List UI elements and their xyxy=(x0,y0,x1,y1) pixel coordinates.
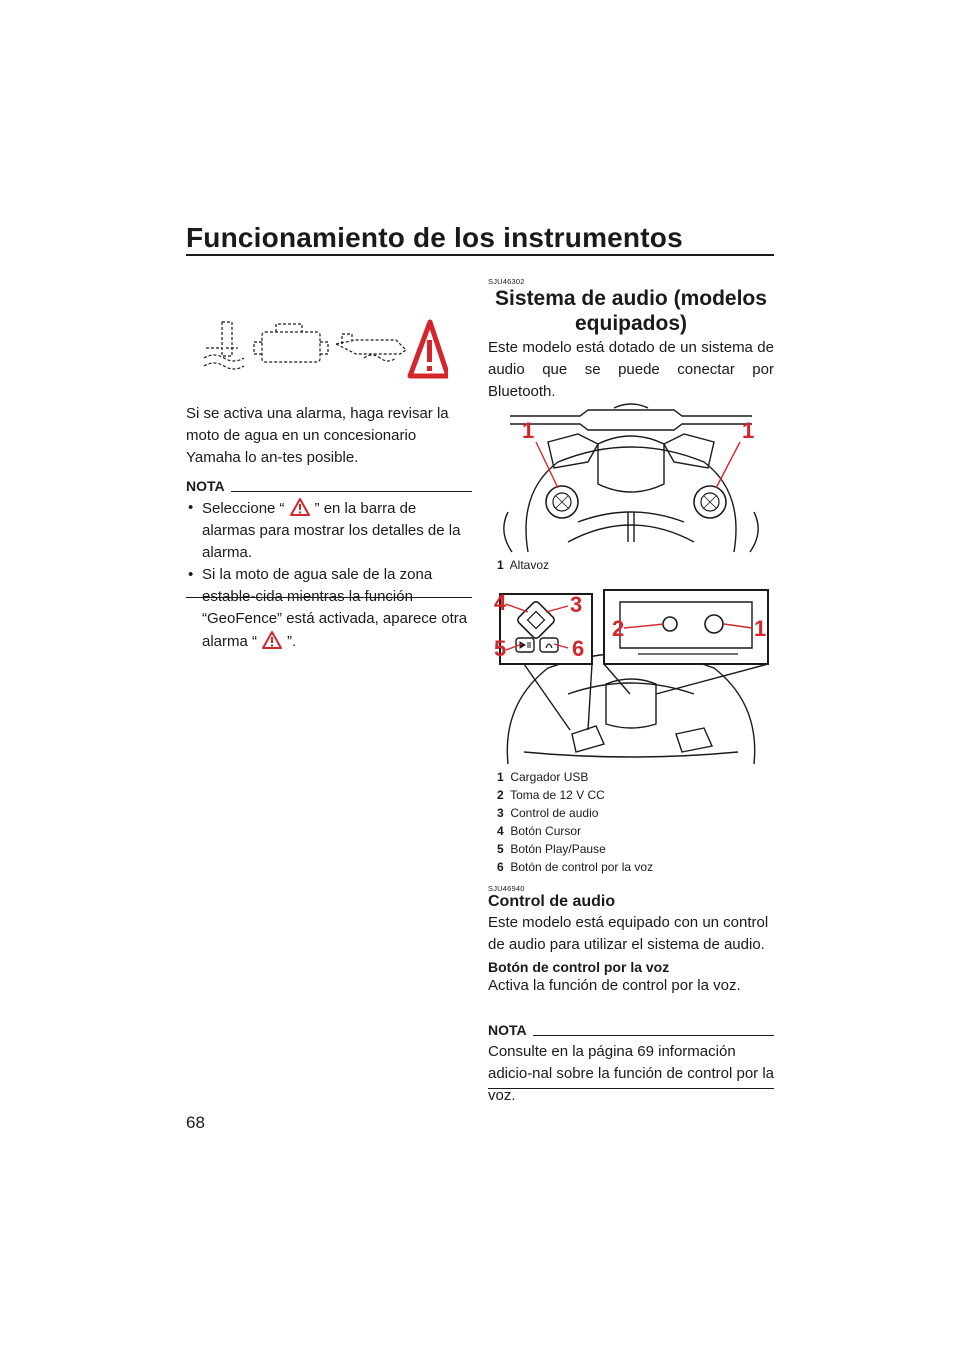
nota-list xyxy=(186,497,472,653)
callout-2: 2 xyxy=(612,616,625,641)
list-item: • Si la moto de agua sale de la zona estable-cida mientras la función “GeoFence” está activada, aparece otra alarma “ ”. xyxy=(186,564,472,653)
nota-end-rule xyxy=(186,597,472,598)
callout-1: 1 xyxy=(754,616,767,641)
callout-5: 5 xyxy=(494,636,507,661)
alarm-icons-illustration xyxy=(196,318,448,380)
callout-speaker-right: 1 xyxy=(742,418,755,443)
voice-button-heading: Botón de control por la voz xyxy=(488,959,670,975)
section-code: SJU46302 xyxy=(488,277,525,286)
legend-item: 1 Cargador USB xyxy=(497,770,589,784)
alarm-text: Si se activa una alarma, haga revisar la moto de agua en un concesionario Yamaha lo an-tes posible. xyxy=(186,405,449,466)
speaker-left xyxy=(546,486,578,518)
figure1-legend xyxy=(497,556,549,574)
callout-3: 3 xyxy=(570,592,583,617)
callout-4: 4 xyxy=(494,590,507,615)
warning-triangle-icon xyxy=(289,497,311,517)
header-rule xyxy=(186,254,774,256)
callout-speaker-left: 1 xyxy=(522,418,535,443)
legend-item: 2 Toma de 12 V CC xyxy=(497,788,605,802)
nota-label: NOTA xyxy=(488,1022,527,1038)
warning-triangle-icon xyxy=(261,630,283,650)
page-title: Funcionamiento de los instrumentos xyxy=(186,222,683,253)
nota-text: Consulte en la página 69 información adicio-nal sobre la función de control por la voz. xyxy=(488,1043,775,1104)
section-title: Sistema de audio (modelos equipados) xyxy=(495,287,767,335)
legend-item: 6 Botón de control por la voz xyxy=(497,860,654,874)
figure2-legend xyxy=(497,768,653,876)
speaker-right xyxy=(694,486,726,518)
voice-button-text: Activa la función de control por la voz. xyxy=(488,977,741,994)
nota-label: NOTA xyxy=(186,478,225,494)
speakers-illustration xyxy=(488,402,774,554)
legend-item: 1 Altavoz xyxy=(497,558,550,572)
callout-6: 6 xyxy=(572,636,585,661)
page-number: 68 xyxy=(186,1113,205,1132)
list-item: • Seleccione “ ” en la barra de alarmas para mostrar los detalles de la alarma. xyxy=(186,497,472,564)
legend-item: 3 Control de audio xyxy=(497,806,599,820)
nota-header xyxy=(488,1022,774,1038)
audio-intro: Este modelo está dotado de un sistema de audio que se puede conectar por Bluetooth. xyxy=(488,339,774,400)
controls-illustration xyxy=(488,584,774,768)
nota-end-rule xyxy=(488,1088,774,1089)
section-code: SJU46940 xyxy=(488,884,525,893)
nota-header xyxy=(186,478,472,494)
subsection-title: Control de audio xyxy=(488,893,616,910)
warning-triangle-icon xyxy=(410,322,448,376)
legend-item: 4 Botón Cursor xyxy=(497,824,582,838)
legend-item: 5 Botón Play/Pause xyxy=(497,842,606,856)
control-intro: Este modelo está equipado con un control de audio para utilizar el sistema de audio. xyxy=(488,914,769,953)
